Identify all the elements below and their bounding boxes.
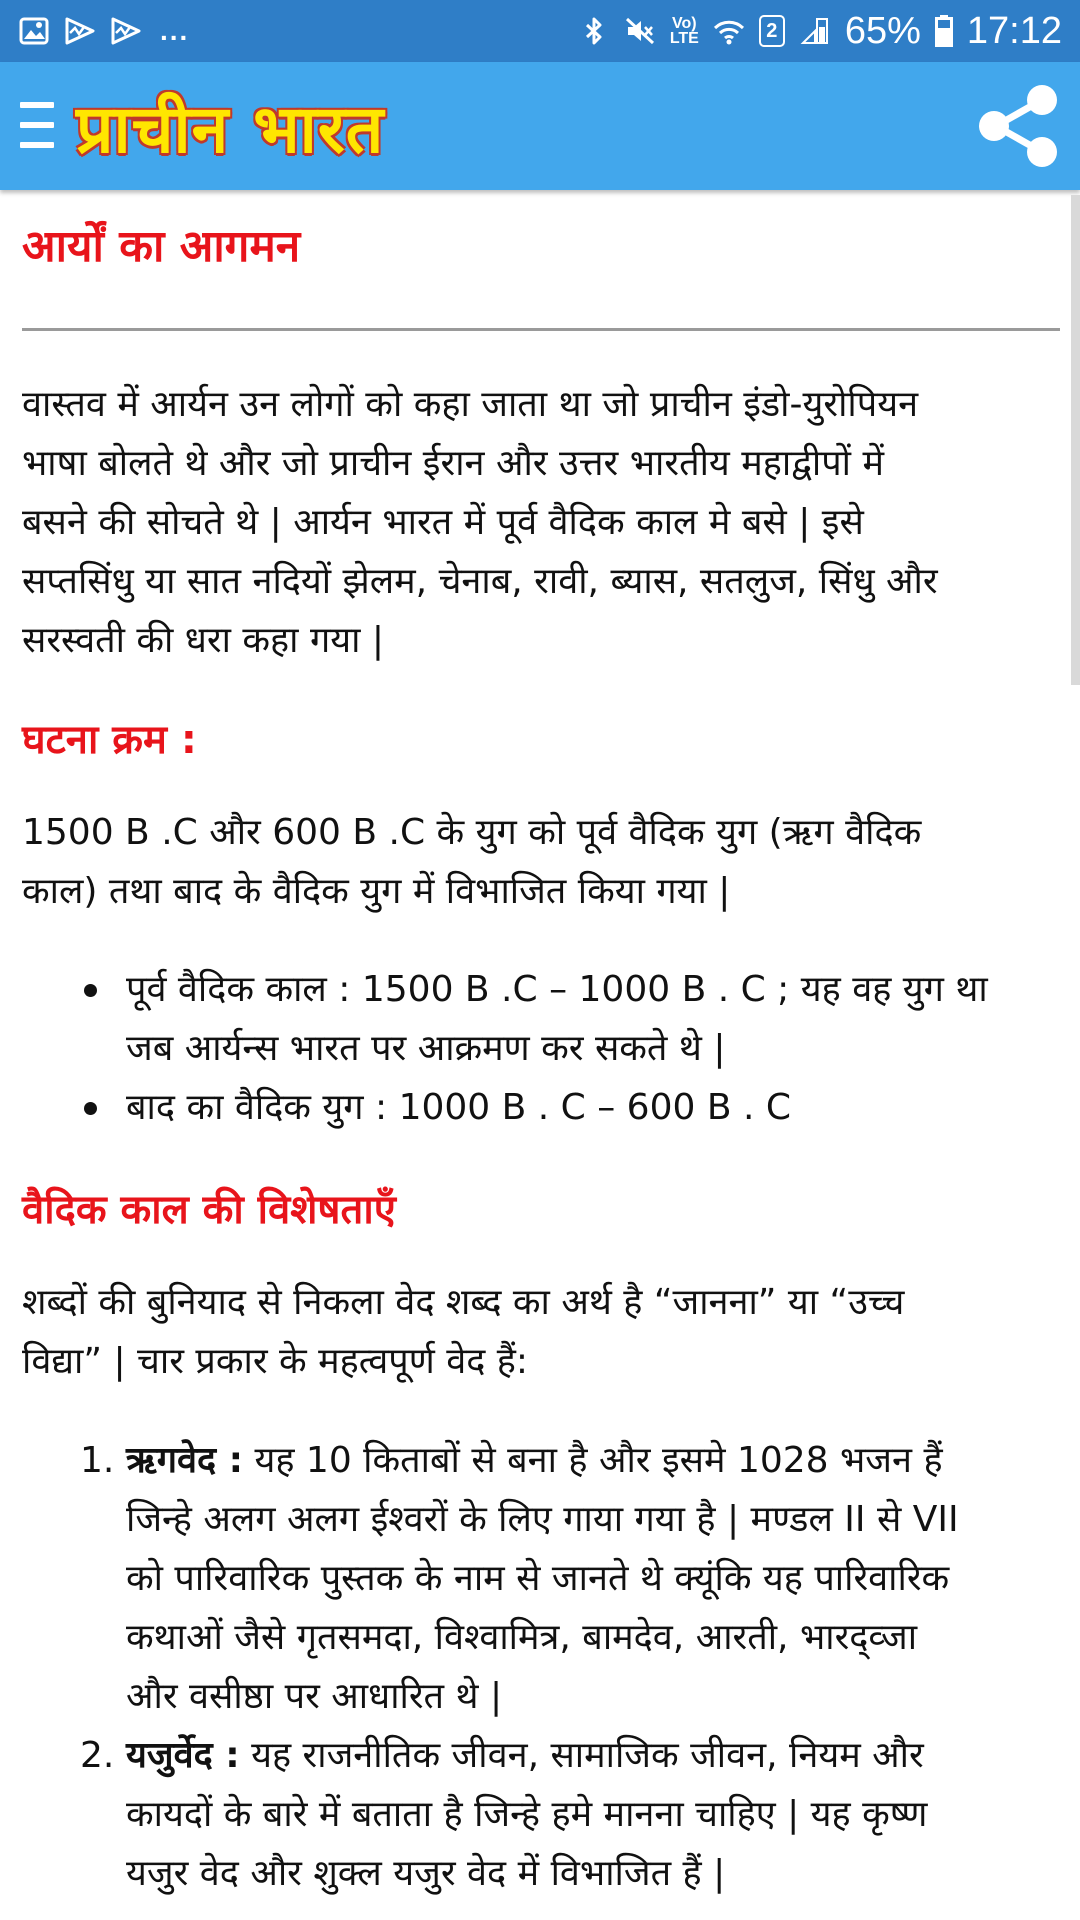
sequence-line: 1500 B .C और 600 B .C के युग को पूर्व वैदिक युग (ऋग वैदिक bbox=[22, 812, 922, 853]
list-number: 2. bbox=[80, 1735, 115, 1776]
bullet-dot bbox=[84, 1102, 97, 1115]
vedas-list bbox=[22, 1431, 959, 1903]
sim-badge: 2 bbox=[759, 15, 785, 47]
sequence-heading: घटना क्रम : bbox=[22, 717, 197, 763]
title-divider bbox=[22, 328, 1060, 331]
bullet-dot bbox=[84, 984, 97, 997]
veda-name: ऋगवेद : bbox=[126, 1440, 244, 1481]
image-icon bbox=[18, 15, 50, 47]
article-title: आर्यों का आगमन bbox=[22, 221, 301, 272]
period-line: बाद का वैदिक युग : 1000 B . C – 600 B . C bbox=[126, 1087, 791, 1128]
app-title: प्राचीन भारत bbox=[76, 90, 385, 168]
mute-icon bbox=[624, 15, 656, 47]
intro-line: बसने की सोचते थे | आर्यन भारत में पूर्व वैदिक काल मे बसे | इसे bbox=[22, 502, 864, 543]
veda-text: कथाओं जैसे गृतसमदा, विश्वामित्र, बामदेव, आरती, भारद्व्जा bbox=[126, 1617, 918, 1658]
share-icon[interactable] bbox=[972, 80, 1064, 172]
intro-line: सप्तसिंधु या सात नदियों झेलम, चेनाब, रावी, ब्यास, सतलुज, सिंधु और bbox=[22, 561, 938, 602]
more-notifications: ... bbox=[160, 15, 190, 46]
period-line: पूर्व वैदिक काल : 1500 B .C – 1000 B . C ; यह वह युग था bbox=[126, 969, 988, 1010]
status-left bbox=[18, 15, 189, 47]
veda-text: कायदों के बारे में बताता है जिन्हे हमे मानना चाहिए | यह कृष्ण bbox=[126, 1794, 928, 1835]
features-line: विद्या” | चार प्रकार के महत्वपूर्ण वेद हैं: bbox=[22, 1341, 529, 1382]
veda-text: जिन्हे अलग अलग ईश्वरों के लिए गाया गया है | मण्डल II से VII bbox=[126, 1499, 959, 1540]
battery-percent: 65% bbox=[844, 9, 921, 52]
veda-text: को पारिवारिक पुस्तक के नाम से जानते थे क्यूंकि यह पारिवारिक bbox=[126, 1558, 950, 1599]
veda-text: यजुर वेद और शुक्ल यजुर वेद में विभाजित हैं | bbox=[126, 1853, 726, 1894]
hamburger-menu-icon[interactable] bbox=[20, 102, 54, 148]
veda-text: और वसीष्ठा पर आधारित थे | bbox=[126, 1676, 503, 1717]
features-line: शब्दों की बुनियाद से निकला वेद शब्द का अर्थ है “जानना” या “उच्च bbox=[22, 1282, 905, 1323]
list-item bbox=[22, 1078, 988, 1137]
intro-line: भाषा बोलते थे और जो प्राचीन ईरान और उत्तर भारतीय महाद्वीपों में bbox=[22, 443, 884, 484]
activity-icon bbox=[64, 15, 96, 47]
intro-line: वास्तव में आर्यन उन लोगों को कहा जाता था जो प्राचीन इंडो-युरोपियन bbox=[22, 384, 919, 425]
features-paragraph bbox=[22, 1273, 904, 1391]
period-line: जब आर्यन्स भारत पर आक्रमण कर सकते थे | bbox=[126, 1028, 726, 1069]
bluetooth-icon bbox=[578, 15, 610, 47]
signal-icon bbox=[799, 15, 831, 47]
app-bar bbox=[0, 62, 1080, 190]
veda-text: यह राजनीतिक जीवन, सामाजिक जीवन, नियम और bbox=[239, 1735, 924, 1776]
status-bar bbox=[0, 0, 1080, 62]
sequence-paragraph bbox=[22, 803, 921, 921]
list-item bbox=[22, 1726, 959, 1903]
veda-text: यह 10 किताबों से बना है और इसमे 1028 भजन हैं bbox=[243, 1440, 943, 1481]
status-right bbox=[578, 10, 1062, 53]
periods-list bbox=[22, 960, 988, 1137]
clock: 17:12 bbox=[966, 9, 1062, 52]
volte-indicator: Vo) LTE bbox=[669, 15, 699, 47]
list-number: 1. bbox=[80, 1440, 115, 1481]
activity-icon bbox=[110, 15, 142, 47]
scrollbar[interactable] bbox=[1071, 195, 1080, 685]
wifi-icon bbox=[713, 15, 745, 47]
list-item bbox=[22, 960, 988, 1078]
features-heading: वैदिक काल की विशेषताएँ bbox=[22, 1187, 396, 1233]
list-item bbox=[22, 1431, 959, 1726]
battery-icon bbox=[935, 15, 953, 47]
veda-name: यजुर्वेद : bbox=[126, 1735, 240, 1776]
sequence-line: काल) तथा बाद के वैदिक युग में विभाजित किया गया | bbox=[22, 871, 731, 912]
intro-paragraph bbox=[22, 375, 938, 670]
intro-line: सरस्वती की धरा कहा गया | bbox=[22, 620, 384, 661]
